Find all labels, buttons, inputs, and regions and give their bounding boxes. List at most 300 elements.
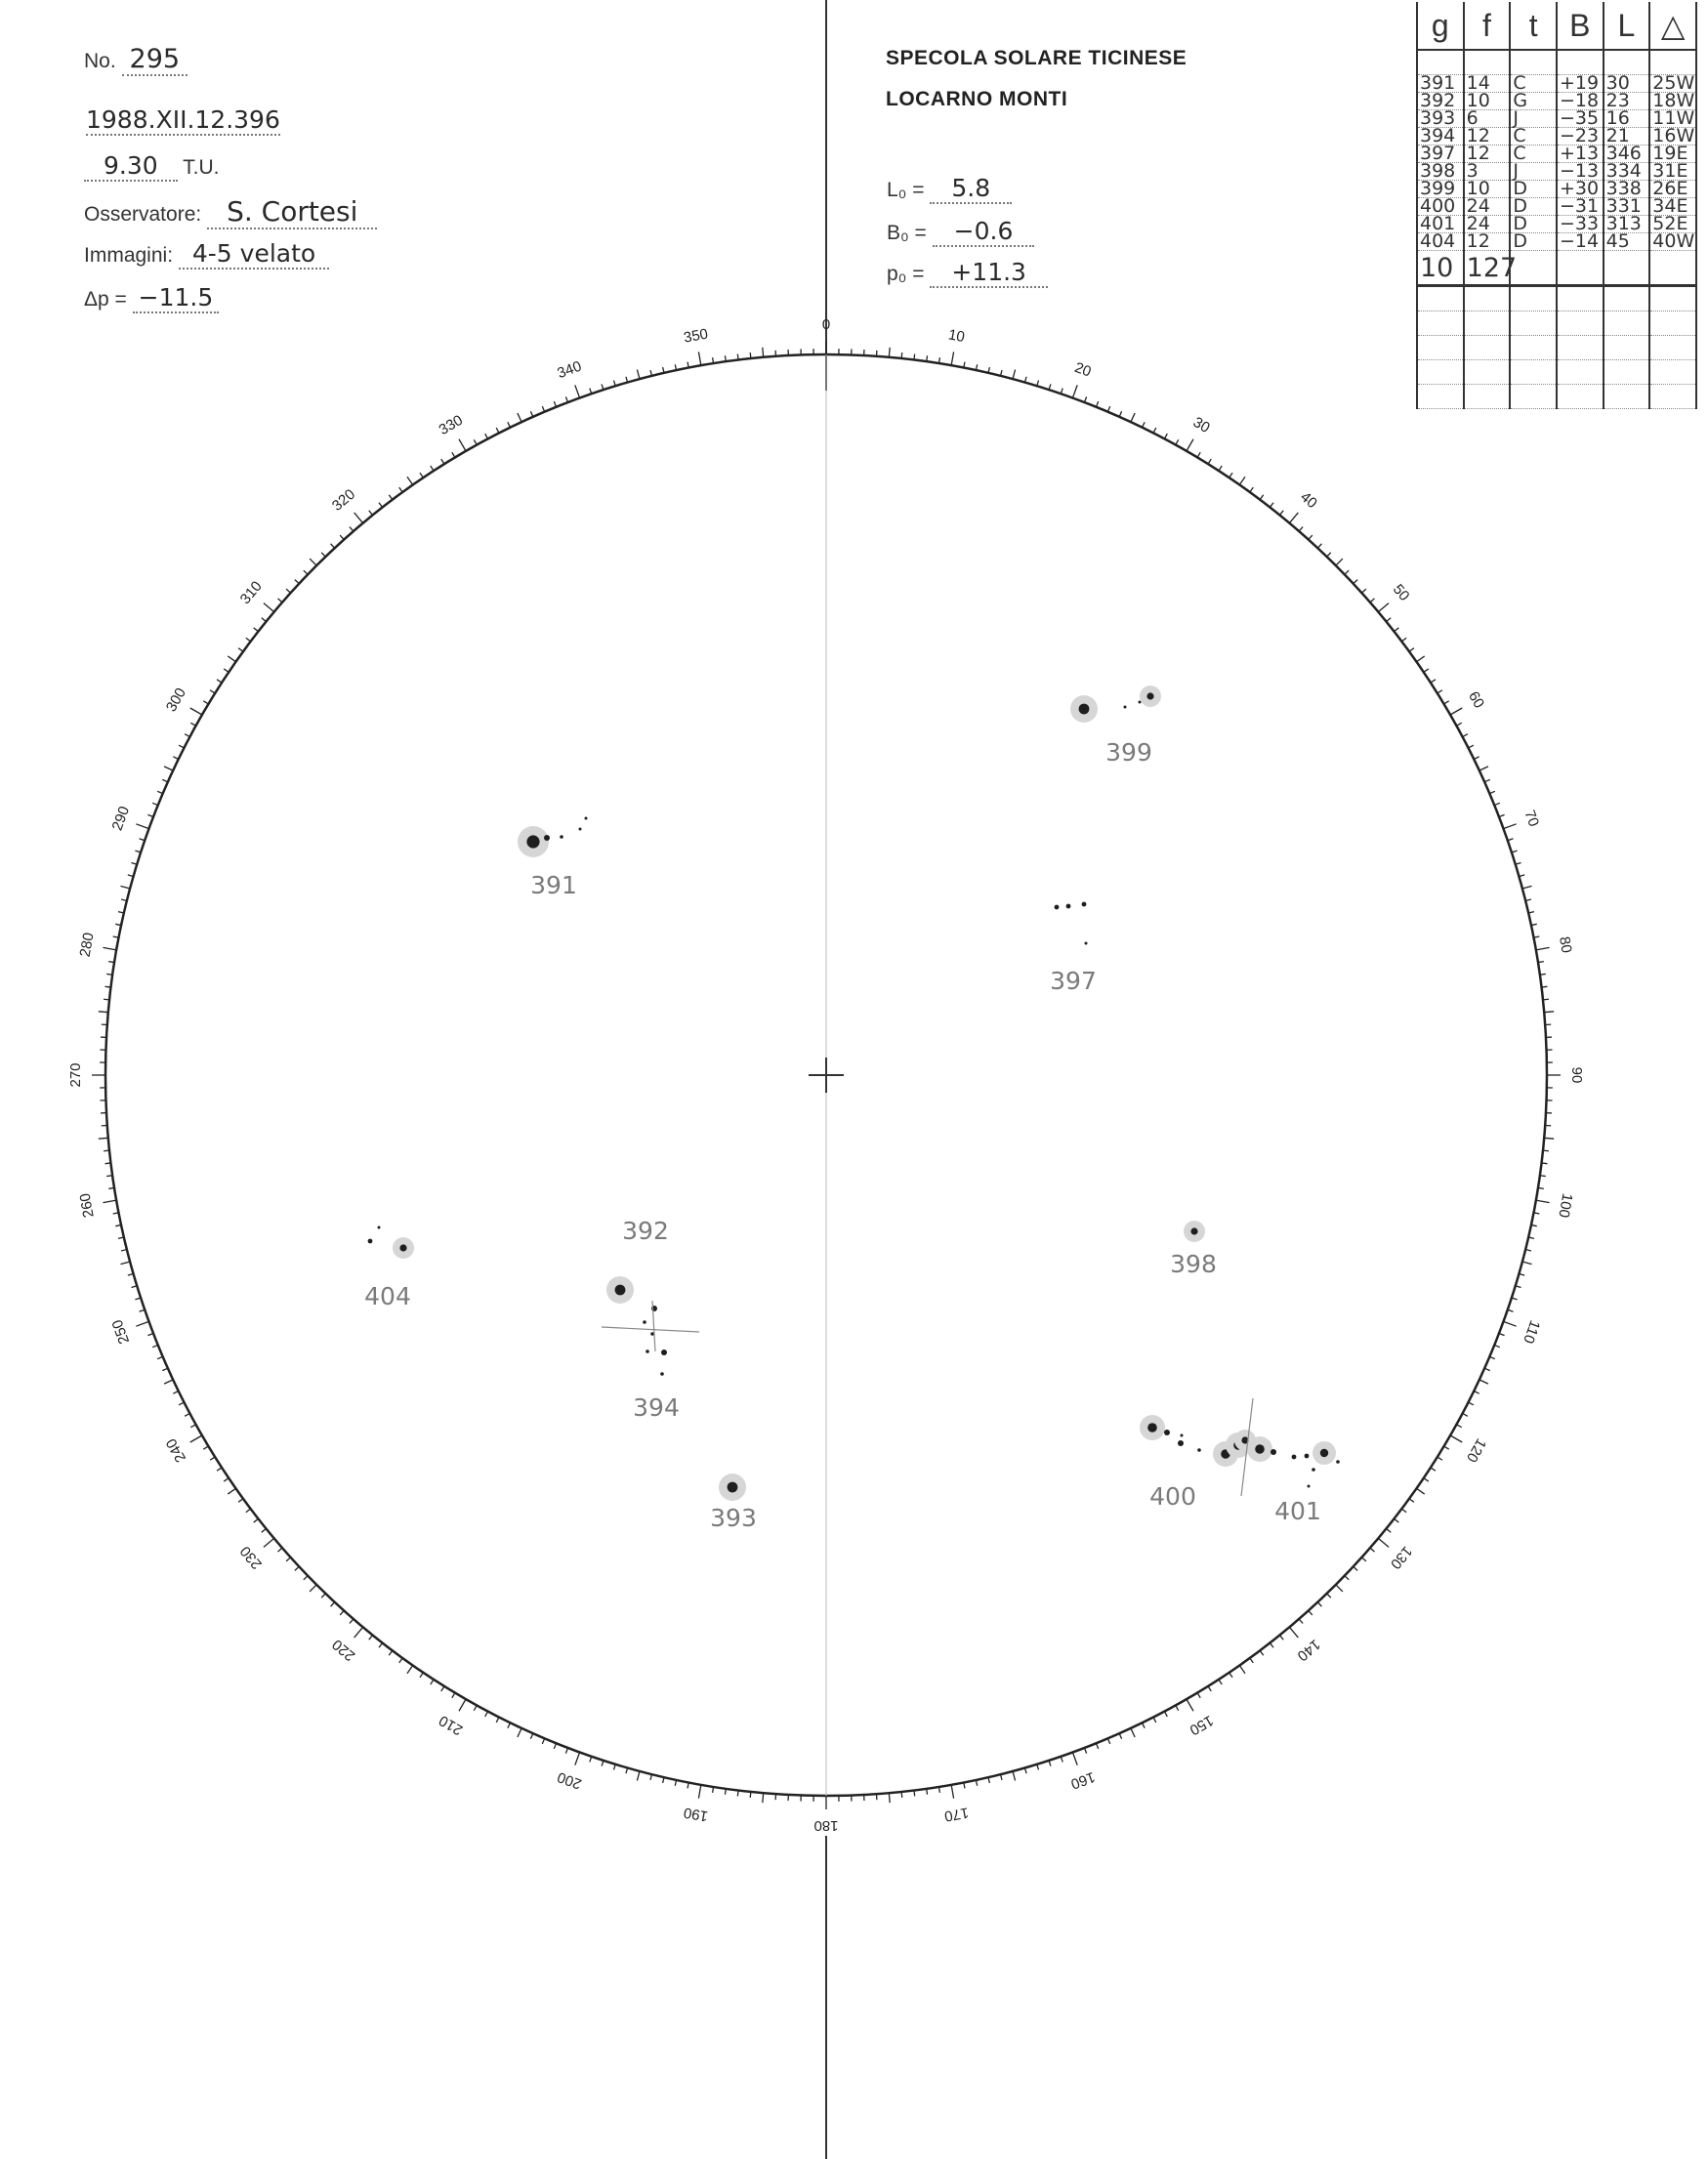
group-label: 391 xyxy=(530,871,577,899)
scale-tick xyxy=(1378,1538,1389,1547)
scale-label: 320 xyxy=(328,485,359,515)
scale-tick xyxy=(1187,1699,1193,1711)
scale-label: 100 xyxy=(1555,1191,1576,1220)
scale-tick xyxy=(164,767,173,770)
scale-tick xyxy=(286,589,290,593)
scale-tick xyxy=(1250,1658,1254,1663)
scale-label: 200 xyxy=(555,1767,584,1793)
spot-umbra xyxy=(660,1372,664,1376)
spot-umbra xyxy=(1255,1444,1265,1454)
scale-tick xyxy=(1176,1705,1179,1710)
scale-tick xyxy=(901,1792,902,1798)
col-header-delta: △ xyxy=(1649,2,1696,50)
scale-tick xyxy=(1197,452,1200,457)
scale-tick xyxy=(725,1789,726,1795)
scale-tick xyxy=(179,745,184,748)
scale-tick xyxy=(1508,1309,1514,1311)
scale-tick xyxy=(590,389,592,394)
scale-label: 180 xyxy=(813,1817,839,1835)
group-label: 392 xyxy=(622,1217,669,1245)
scale-tick xyxy=(99,1012,108,1013)
scale-tick xyxy=(1387,1528,1392,1532)
scale-label: 140 xyxy=(1293,1636,1324,1665)
scale-tick xyxy=(1013,1771,1016,1781)
scale-tick xyxy=(927,1789,928,1795)
cell-b: +13 xyxy=(1557,145,1604,163)
scale-label: 310 xyxy=(236,577,266,608)
scale-tick xyxy=(1309,535,1312,539)
scale-tick xyxy=(496,428,499,433)
scale-tick xyxy=(1260,495,1264,500)
spot-umbra xyxy=(585,817,588,820)
scale-tick xyxy=(173,1391,178,1394)
cell-b: −33 xyxy=(1557,216,1604,233)
scale-label: 50 xyxy=(1389,581,1413,604)
scale-tick xyxy=(238,1499,243,1503)
scale-tick xyxy=(262,618,267,622)
scale-label: 160 xyxy=(1068,1767,1098,1793)
number-value: 295 xyxy=(122,44,188,76)
scale-tick xyxy=(210,690,215,693)
cell-f: 3 xyxy=(1464,163,1511,181)
b0-label: B₀ = xyxy=(887,222,927,244)
col-header-t: t xyxy=(1510,2,1557,50)
scale-tick xyxy=(938,1787,939,1793)
cell-delta: 31E xyxy=(1649,163,1696,181)
scale-label: 10 xyxy=(946,326,967,346)
scale-tick xyxy=(575,385,580,397)
cell-b: −35 xyxy=(1557,110,1604,128)
scale-tick xyxy=(750,1792,751,1798)
scale-tick xyxy=(1479,767,1488,770)
scale-tick xyxy=(901,353,902,358)
spot-umbra xyxy=(1197,1448,1201,1452)
group-label: 401 xyxy=(1274,1497,1321,1525)
spot-umbra xyxy=(1312,1468,1315,1472)
scale-tick xyxy=(120,1262,130,1265)
spot-umbra xyxy=(1305,1454,1310,1459)
spot-umbra xyxy=(1336,1460,1340,1464)
spot-umbra xyxy=(1308,1485,1311,1488)
scale-tick xyxy=(763,1793,764,1803)
cell-delta: 18W xyxy=(1649,93,1696,110)
scale-tick xyxy=(295,1566,299,1570)
scale-tick xyxy=(725,355,726,361)
scale-tick xyxy=(190,723,195,726)
total-g: 10 xyxy=(1417,251,1464,286)
spot-umbra xyxy=(650,1332,654,1336)
spot-umbra xyxy=(1181,1434,1184,1437)
scale-tick xyxy=(1522,1262,1532,1265)
spot-umbra xyxy=(579,828,582,831)
scale-tick xyxy=(140,839,146,841)
cell-b: −31 xyxy=(1557,198,1604,216)
scale-tick xyxy=(431,1680,434,1684)
scale-tick xyxy=(1431,680,1436,683)
scale-tick xyxy=(474,1705,477,1710)
scale-tick xyxy=(1463,1413,1468,1416)
scale-tick xyxy=(1061,1757,1062,1763)
scale-tick xyxy=(763,348,764,357)
observer-label: Osservatore: xyxy=(84,203,202,226)
scale-label: 90 xyxy=(1568,1066,1586,1084)
scale-tick xyxy=(750,353,751,358)
scale-tick xyxy=(1544,1138,1554,1139)
scale-tick xyxy=(1401,638,1406,642)
scale-tick xyxy=(132,862,138,864)
scale-tick xyxy=(179,1402,184,1405)
cell-delta: 16W xyxy=(1649,128,1696,145)
cell-b: −14 xyxy=(1557,233,1604,251)
scale-tick xyxy=(1327,1594,1331,1598)
scale-tick xyxy=(407,477,413,484)
scale-tick xyxy=(1354,1566,1357,1570)
spot-umbra xyxy=(1066,904,1071,909)
scale-tick xyxy=(1541,1163,1547,1164)
scale-tick xyxy=(1503,1321,1516,1326)
scale-tick xyxy=(474,439,477,444)
scale-tick xyxy=(1479,1380,1488,1384)
scale-label: 340 xyxy=(555,357,584,383)
scale-tick xyxy=(1250,487,1254,492)
scale-tick xyxy=(1437,690,1442,693)
cell-t: G xyxy=(1510,93,1557,110)
cell-l: 334 xyxy=(1604,163,1650,181)
col-header-g: g xyxy=(1417,2,1464,50)
scale-tick xyxy=(1354,580,1357,584)
scale-tick xyxy=(203,701,208,704)
spot-umbra xyxy=(526,835,539,848)
spot-umbra xyxy=(1320,1449,1328,1457)
number-label: No. xyxy=(84,50,116,72)
scale-label: 300 xyxy=(162,685,190,715)
cell-f: 10 xyxy=(1464,93,1511,110)
scale-tick xyxy=(1508,839,1514,841)
cell-l: 21 xyxy=(1604,128,1650,145)
scale-label: 190 xyxy=(682,1804,710,1825)
l0-value: 5.8 xyxy=(930,174,1012,204)
scale-tick xyxy=(106,974,112,975)
scale-tick xyxy=(602,1761,604,1766)
time-unit: T.U. xyxy=(183,156,220,179)
scale-tick xyxy=(459,439,466,451)
scale-tick xyxy=(1370,1548,1375,1552)
institution-name: SPECOLA SOLARE TICINESE xyxy=(886,47,1187,69)
dp-label: Δp = xyxy=(84,288,127,311)
scale-tick xyxy=(737,1790,738,1796)
scale-tick xyxy=(1522,886,1532,889)
scale-tick xyxy=(452,1693,455,1698)
scale-tick xyxy=(1540,974,1546,975)
scale-label: 130 xyxy=(1387,1542,1416,1573)
scale-tick xyxy=(1239,477,1245,484)
group-label: 399 xyxy=(1105,738,1152,767)
scale-tick xyxy=(135,1298,141,1300)
scale-tick xyxy=(379,1643,383,1648)
scale-tick xyxy=(224,1478,229,1481)
scale-tick xyxy=(1336,1585,1343,1592)
group-label: 400 xyxy=(1149,1482,1196,1511)
scale-tick xyxy=(1260,1650,1264,1655)
spot-umbra xyxy=(661,1349,667,1355)
scale-tick xyxy=(108,962,114,963)
scale-tick xyxy=(1401,1509,1406,1513)
scale-tick xyxy=(1153,428,1156,433)
scale-tick xyxy=(228,1488,235,1494)
scale-label: 120 xyxy=(1462,1435,1490,1466)
scale-label: 70 xyxy=(1521,808,1543,829)
scale-tick xyxy=(321,1594,325,1598)
scale-label: 150 xyxy=(1187,1711,1217,1739)
cell-f: 12 xyxy=(1464,145,1511,163)
scale-tick xyxy=(1417,1488,1425,1494)
scale-label: 290 xyxy=(108,804,134,833)
scale-tick xyxy=(613,381,615,387)
scale-tick xyxy=(277,599,282,602)
images-label: Immagini: xyxy=(84,244,174,267)
group-label: 394 xyxy=(633,1393,680,1422)
group-label: 393 xyxy=(710,1504,757,1532)
scale-tick xyxy=(1463,734,1468,737)
cell-f: 10 xyxy=(1464,181,1511,198)
scale-label: 80 xyxy=(1556,934,1575,955)
scale-tick xyxy=(1544,1012,1554,1013)
cell-g: 397 xyxy=(1417,145,1464,163)
cell-f: 14 xyxy=(1464,75,1511,93)
scale-tick xyxy=(914,1790,915,1796)
cell-l: 313 xyxy=(1604,216,1650,233)
cell-t: J xyxy=(1510,163,1557,181)
scale-tick xyxy=(103,947,116,949)
scale-tick xyxy=(1503,824,1516,829)
scale-tick xyxy=(304,570,308,574)
scale-tick xyxy=(431,466,434,471)
scale-tick xyxy=(420,1673,423,1678)
scale-tick xyxy=(1013,369,1016,379)
scale-tick xyxy=(1309,1610,1312,1614)
scale-tick xyxy=(1370,599,1375,602)
scale-tick xyxy=(737,354,738,360)
spot-umbra xyxy=(1085,942,1088,945)
scale-tick xyxy=(1061,389,1062,394)
scale-tick xyxy=(459,1699,466,1711)
scale-tick xyxy=(1208,459,1211,464)
scale-tick xyxy=(441,459,444,464)
scale-tick xyxy=(518,413,521,422)
scale-tick xyxy=(1143,422,1146,427)
scale-tick xyxy=(1424,669,1429,672)
scale-tick xyxy=(496,1718,499,1723)
scale-tick xyxy=(369,511,373,516)
scale-tick xyxy=(889,348,890,357)
scale-tick xyxy=(1299,1619,1303,1624)
scale-tick xyxy=(1219,466,1222,471)
spot-umbra xyxy=(1124,706,1127,709)
scale-tick xyxy=(136,824,148,829)
scale-tick xyxy=(1361,589,1365,593)
scale-tick xyxy=(262,1528,267,1532)
scale-tick xyxy=(105,986,111,987)
scale-tick xyxy=(1153,1718,1156,1723)
scale-tick xyxy=(185,734,189,737)
institution-location: LOCARNO MONTI xyxy=(886,88,1068,110)
cell-delta: 34E xyxy=(1649,198,1696,216)
scale-tick xyxy=(613,1765,615,1770)
scale-tick xyxy=(1197,1693,1200,1698)
scale-label: 330 xyxy=(436,411,466,439)
scale-tick xyxy=(331,544,335,548)
scale-tick xyxy=(1541,986,1547,987)
scale-label: 30 xyxy=(1189,413,1213,436)
spot-umbra xyxy=(1271,1449,1276,1455)
scale-tick xyxy=(1270,1643,1273,1648)
spot-umbra xyxy=(1146,692,1153,699)
scale-tick xyxy=(217,680,222,683)
cell-l: 346 xyxy=(1604,145,1650,163)
scale-tick xyxy=(1345,570,1349,574)
cell-b: −18 xyxy=(1557,93,1604,110)
scale-tick xyxy=(1538,962,1544,963)
cell-g: 393 xyxy=(1417,110,1464,128)
cell-t: C xyxy=(1510,75,1557,93)
scale-tick xyxy=(135,851,141,852)
cell-g: 392 xyxy=(1417,93,1464,110)
scale-label: 20 xyxy=(1072,358,1094,381)
scale-tick xyxy=(1289,1627,1298,1638)
spot-umbra xyxy=(1178,1440,1184,1446)
l0-label: L₀ = xyxy=(887,179,925,201)
group-label: 404 xyxy=(364,1282,411,1310)
scale-tick xyxy=(713,1787,714,1793)
scale-tick xyxy=(304,1576,308,1580)
scale-tick xyxy=(224,669,229,672)
scale-tick xyxy=(254,1518,259,1522)
p0-label: p₀ = xyxy=(887,263,925,285)
spot-umbra xyxy=(728,1482,738,1493)
scale-tick xyxy=(295,580,299,584)
scale-tick xyxy=(1345,1576,1349,1580)
dp-value: −11.5 xyxy=(133,283,220,313)
scale-tick xyxy=(1143,1723,1146,1727)
cell-f: 12 xyxy=(1464,233,1511,251)
cell-delta: 25W xyxy=(1649,75,1696,93)
date-value: 1988.XII.12.396 xyxy=(86,105,280,134)
col-header-b: B xyxy=(1557,2,1604,50)
scale-tick xyxy=(203,1446,208,1449)
scale-tick xyxy=(321,553,325,557)
scale-tick xyxy=(1270,503,1273,508)
scale-tick xyxy=(1409,1499,1414,1503)
scale-tick xyxy=(190,1425,195,1428)
spot-umbra xyxy=(1292,1455,1297,1460)
scale-tick xyxy=(140,1309,146,1311)
cell-l: 338 xyxy=(1604,181,1650,198)
scale-tick xyxy=(698,352,700,365)
scale-tick xyxy=(104,999,109,1000)
scale-tick xyxy=(254,628,259,632)
cell-delta: 19E xyxy=(1649,145,1696,163)
scale-tick xyxy=(340,1610,344,1614)
time-value: 9.30 xyxy=(84,151,178,182)
cell-g: 400 xyxy=(1417,198,1464,216)
scale-label: 240 xyxy=(162,1435,190,1466)
scale-tick xyxy=(1424,1478,1429,1481)
scale-tick xyxy=(1131,413,1135,422)
scale-tick xyxy=(1543,999,1549,1000)
scale-tick xyxy=(1450,708,1462,715)
scale-tick xyxy=(1516,862,1521,864)
scale-tick xyxy=(1131,1728,1135,1737)
cell-g: 398 xyxy=(1417,163,1464,181)
scale-tick xyxy=(420,473,423,477)
scale-tick xyxy=(575,1752,580,1765)
cell-l: 30 xyxy=(1604,75,1650,93)
spot-umbra xyxy=(1164,1430,1170,1435)
spot-umbra xyxy=(1055,905,1060,910)
scale-tick xyxy=(1317,1602,1321,1606)
scale-tick xyxy=(1450,1435,1462,1442)
scale-tick xyxy=(286,1557,290,1561)
p0-value: +11.3 xyxy=(930,258,1048,288)
scale-tick xyxy=(164,1380,173,1384)
scale-tick xyxy=(1037,1765,1039,1770)
scale-tick xyxy=(1299,526,1303,531)
scale-tick xyxy=(173,757,178,760)
cell-g: 394 xyxy=(1417,128,1464,145)
scale-tick xyxy=(1431,1468,1436,1471)
scale-tick xyxy=(331,1602,335,1606)
scale-tick xyxy=(350,1619,354,1624)
spot-umbra xyxy=(1139,701,1142,704)
scale-tick xyxy=(120,886,130,889)
scale-tick xyxy=(136,1321,148,1326)
scale-tick xyxy=(190,708,202,715)
scale-tick xyxy=(1219,1680,1222,1684)
scale-tick xyxy=(246,1509,251,1513)
scale-tick xyxy=(889,1793,890,1803)
scale-tick xyxy=(485,1712,488,1717)
scale-tick xyxy=(1395,1518,1399,1522)
scale-tick xyxy=(1469,745,1474,748)
scale-label: 260 xyxy=(76,1191,98,1220)
scale-tick xyxy=(1176,439,1179,444)
scale-tick xyxy=(1037,381,1039,387)
total-f: 127 xyxy=(1464,251,1511,286)
scale-tick xyxy=(1279,511,1283,516)
scale-tick xyxy=(441,1686,444,1691)
spot-umbra xyxy=(1079,704,1090,715)
scale-tick xyxy=(399,487,403,492)
scale-tick xyxy=(1164,434,1167,438)
cell-delta: 26E xyxy=(1649,181,1696,198)
cell-t: J xyxy=(1510,110,1557,128)
scale-tick xyxy=(1444,1446,1449,1449)
cell-g: 399 xyxy=(1417,181,1464,198)
spot-umbra xyxy=(646,1349,649,1353)
scale-tick xyxy=(637,369,640,379)
scale-tick xyxy=(1164,1712,1167,1717)
scale-tick xyxy=(389,495,393,500)
scale-tick xyxy=(927,355,928,361)
scale-tick xyxy=(1279,1636,1283,1640)
cell-f: 24 xyxy=(1464,198,1511,216)
cell-t: D xyxy=(1510,181,1557,198)
scale-tick xyxy=(713,357,714,363)
spot-umbra xyxy=(615,1285,626,1296)
spot-umbra xyxy=(378,1226,381,1229)
scale-tick xyxy=(1239,1666,1245,1674)
scale-tick xyxy=(350,526,354,531)
